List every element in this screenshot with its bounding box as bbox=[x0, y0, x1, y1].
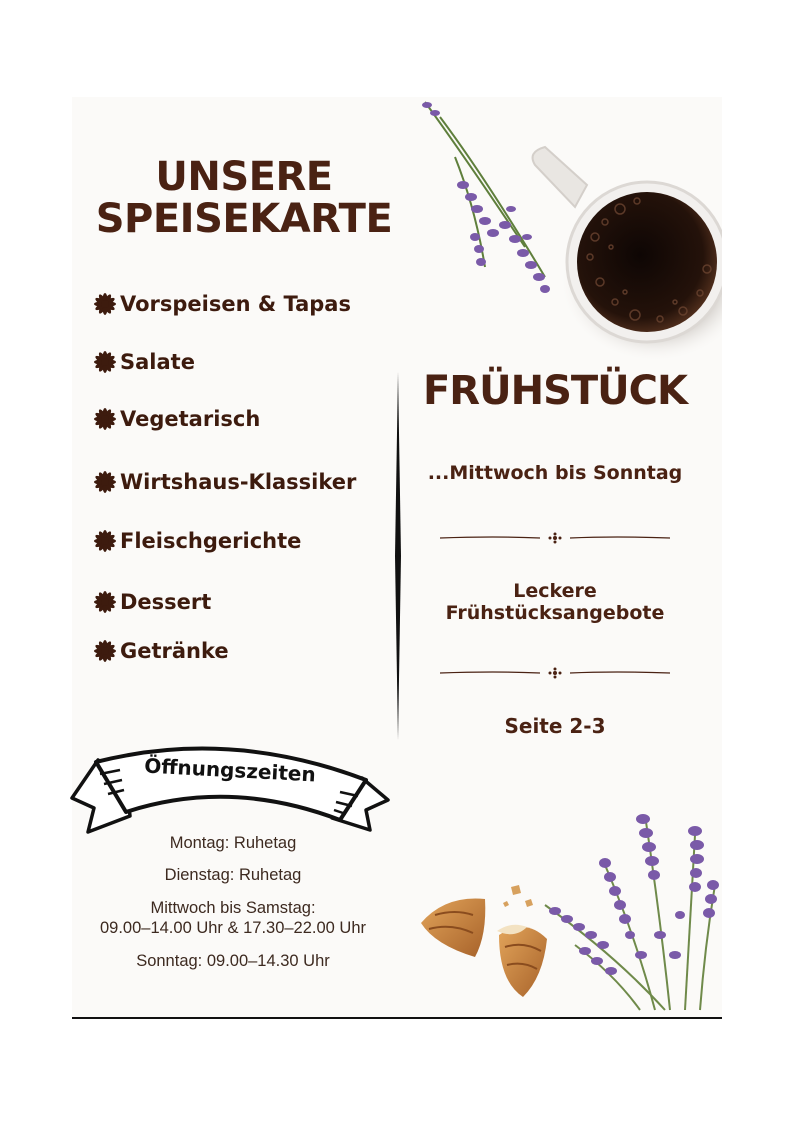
breakfast-days: ...Mittwoch bis Sonntag bbox=[427, 462, 683, 484]
menu-item-dessert[interactable] bbox=[92, 589, 211, 615]
breakfast-offer-line-1: Leckere bbox=[513, 580, 597, 602]
title-line-1: UNSERE bbox=[155, 154, 333, 200]
menu-item-label: Getränke bbox=[120, 639, 229, 663]
flower-icon bbox=[92, 349, 118, 375]
croissant-lavender-image bbox=[415, 805, 722, 1017]
flower-icon bbox=[92, 291, 118, 317]
breakfast-page-link[interactable]: Seite 2-3 bbox=[504, 714, 606, 738]
opening-hours-heading: Öffnungszeiten bbox=[143, 753, 317, 787]
menu-item-fleischgerichte[interactable] bbox=[92, 528, 301, 554]
hours-wed-sat-label: Mittwoch bis Samstag: bbox=[150, 899, 316, 917]
menu-item-label: Salate bbox=[120, 350, 195, 374]
flower-icon bbox=[92, 469, 118, 495]
menu-item-label: Wirtshaus-Klassiker bbox=[120, 470, 357, 494]
page-title bbox=[94, 156, 394, 240]
ornament-divider bbox=[440, 531, 670, 545]
menu-item-label: Vorspeisen & Tapas bbox=[120, 292, 351, 316]
hours-tuesday: Dienstag: Ruhetag bbox=[164, 866, 302, 884]
hours-sunday: Sonntag: 09.00–14.30 Uhr bbox=[136, 952, 330, 970]
flower-icon bbox=[92, 589, 118, 615]
coffee-cup-lavender-image bbox=[415, 97, 722, 367]
menu-item-salate[interactable] bbox=[92, 349, 195, 375]
menu-item-label: Dessert bbox=[120, 590, 212, 614]
menu-item-vorspeisen[interactable] bbox=[92, 291, 351, 317]
breakfast-title: FRÜHSTÜCK bbox=[422, 368, 687, 414]
breakfast-offer bbox=[410, 580, 700, 624]
menu-item-getraenke[interactable] bbox=[92, 638, 229, 664]
flower-icon bbox=[92, 638, 118, 664]
opening-hours-banner bbox=[70, 738, 390, 838]
breakfast-offer-line-2: Frühstücksangebote bbox=[445, 602, 665, 624]
bottom-rule bbox=[72, 1017, 722, 1019]
menu-item-label: Vegetarisch bbox=[120, 407, 261, 431]
title-line-2: SPEISEKARTE bbox=[95, 196, 393, 242]
hours-monday: Montag: Ruhetag bbox=[169, 834, 297, 852]
flower-icon bbox=[92, 528, 118, 554]
menu-item-vegetarisch[interactable] bbox=[92, 406, 260, 432]
ornament-divider bbox=[440, 666, 670, 680]
flower-icon bbox=[92, 406, 118, 432]
hours-wed-sat-times: 09.00–14.00 Uhr & 17.30–22.00 Uhr bbox=[99, 919, 367, 937]
menu-item-wirtshaus-klassiker[interactable] bbox=[92, 469, 356, 495]
vertical-divider bbox=[388, 372, 408, 740]
menu-item-label: Fleischgerichte bbox=[120, 529, 302, 553]
